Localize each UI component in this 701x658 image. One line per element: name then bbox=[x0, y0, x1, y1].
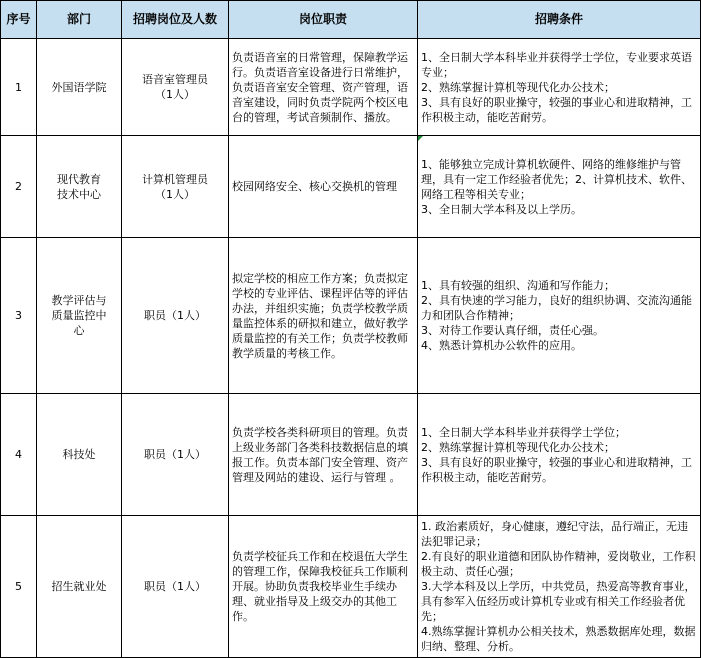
department-cell bbox=[37, 39, 122, 136]
duties-text: 负责学校各类科研项目的管理。负责上级业务部门各类科技数据信息的填报工作。负责本部门安全管理、资产管理及网站的建设、运行与管理 。 bbox=[232, 425, 408, 484]
position-title: 语音室管理员 bbox=[142, 73, 208, 86]
requirement-item: 4、熟悉计算机办公软件的应用。 bbox=[421, 339, 582, 352]
department-name: 科技处 bbox=[62, 448, 96, 461]
position-title: 计算机管理员 bbox=[142, 172, 208, 186]
requirements-list bbox=[421, 278, 697, 353]
header-row bbox=[1, 1, 701, 39]
row-index-cell bbox=[1, 39, 37, 136]
requirement-item: 3、全日制大学本科及以上学历。 bbox=[421, 202, 582, 216]
position-cell bbox=[122, 39, 229, 136]
requirements-cell bbox=[418, 136, 701, 238]
cell-comment-marker bbox=[418, 136, 423, 141]
department-name: 外国语学院 bbox=[51, 80, 107, 94]
table-row bbox=[1, 238, 701, 394]
requirement-item: 1、全日制大学本科毕业并获得学士学位，专业要求英语专业； bbox=[421, 50, 692, 79]
row-index: 3 bbox=[15, 309, 22, 322]
department-cell bbox=[37, 136, 122, 238]
department-name: 质量监控中 bbox=[51, 309, 107, 322]
requirement-item: 2、熟练掌握计算机等现代化办公技术； bbox=[421, 80, 615, 94]
requirement-item: 1、具有较强的组织、沟通和写作能力； bbox=[421, 279, 615, 292]
requirements-cell bbox=[418, 238, 701, 394]
duties-text: 负责学校征兵工作和在校退伍大学生的管理工作，保障我校征兵工作顺利开展。协助负责我校毕业生手续办理、就业指导及上级交办的其他工作。 bbox=[232, 550, 408, 623]
department-name: 技术中心 bbox=[57, 187, 101, 201]
position-cell bbox=[122, 238, 229, 394]
requirements-list bbox=[421, 425, 697, 485]
requirement-item: 1. 政治素质好，身心健康，遵纪守法，品行端正，无违法犯罪记录； bbox=[421, 520, 688, 548]
position-title: 职员（1人） bbox=[144, 448, 206, 461]
department-name: 心 bbox=[73, 324, 85, 337]
requirement-item: 2、熟练掌握计算机等现代化办公技术； bbox=[421, 440, 615, 454]
requirement-item: 1、能够独立完成计算机软硬件、网络的维修维护与管理，具有一定工作经验者优先；2、计算机技术、软件、网络工程等相关专业； bbox=[421, 157, 692, 201]
requirement-item: 3、具有良好的职业操守，较强的事业心和进取精神，工作积极主动，能吃苦耐劳。 bbox=[421, 95, 692, 124]
department-name: 教学评估与 bbox=[51, 294, 107, 307]
requirement-item: 4.熟练掌握计算机办公相关技术，熟悉数据库处理，数据归纳、整理、分析。 bbox=[421, 625, 696, 653]
row-index: 2 bbox=[15, 180, 22, 193]
department-cell bbox=[37, 394, 122, 516]
table-row bbox=[1, 516, 701, 658]
requirements-list bbox=[421, 519, 697, 654]
position-title: 职员（1人） bbox=[144, 580, 206, 593]
duties-cell bbox=[229, 516, 418, 658]
requirements-list bbox=[421, 157, 697, 217]
requirement-item: 1、全日制大学本科毕业并获得学士学位； bbox=[421, 425, 626, 439]
table-row bbox=[1, 394, 701, 516]
header-duties: 岗位职责 bbox=[229, 1, 418, 39]
requirements-cell bbox=[418, 394, 701, 516]
row-index-cell bbox=[1, 394, 37, 516]
header-requirements: 招聘条件 bbox=[418, 1, 701, 39]
row-index: 4 bbox=[15, 448, 22, 461]
requirement-item: 2、具有快速的学习能力，良好的组织协调、交流沟通能力和团队合作精神； bbox=[421, 294, 692, 322]
row-index-cell bbox=[1, 136, 37, 238]
requirement-item: 2.有良好的职业道德和团队协作精神，爱岗敬业，工作积极主动、责任心强； bbox=[421, 550, 696, 578]
duties-text: 校园网络安全、核心交换机的管理 bbox=[232, 180, 397, 193]
table-row bbox=[1, 39, 701, 136]
header-position: 招聘岗位及人数 bbox=[122, 1, 229, 39]
department-name: 招生就业处 bbox=[51, 580, 107, 593]
duties-cell bbox=[229, 39, 418, 136]
duties-cell bbox=[229, 394, 418, 516]
position-title: 职员（1人） bbox=[144, 309, 206, 322]
duties-text: 拟定学校的相应工作方案；负责拟定学校的专业评估、课程评估等的评估办法，并组织实施；负责学校教学质量监控体系的研拟和建立，做好教学质量监控的有关工作；负责学校教师教学质量的考核工作。 bbox=[232, 271, 408, 360]
requirements-cell bbox=[418, 516, 701, 658]
duties-text: 负责语音室的日常管理，保障教学运行。负责语音室设备进行日常维护，负责语音室安全管理、资产管理，语音室建设，同时负责学院两个校区电台的管理，考试音频制作、播放。 bbox=[232, 50, 408, 124]
department-cell bbox=[37, 238, 122, 394]
requirement-item: 3.大学本科及以上学历，中共党员，热爱高等教育事业，具有参军入伍经历或计算机专业或有相关工作经验者优先； bbox=[421, 580, 696, 623]
department-cell bbox=[37, 516, 122, 658]
header-department: 部门 bbox=[37, 1, 122, 39]
duties-cell bbox=[229, 136, 418, 238]
position-cell bbox=[122, 516, 229, 658]
requirements-cell bbox=[418, 39, 701, 136]
row-index: 1 bbox=[15, 80, 22, 94]
position-cell bbox=[122, 394, 229, 516]
requirements-list bbox=[421, 50, 697, 125]
table-row bbox=[1, 136, 701, 238]
row-index-cell bbox=[1, 516, 37, 658]
position-cell bbox=[122, 136, 229, 238]
position-title: （1人） bbox=[155, 187, 195, 201]
requirement-item: 3、对待工作要认真仔细，责任心强。 bbox=[421, 324, 604, 337]
requirement-item: 3、具有良好的职业操守，较强的事业心和进取精神，工作积极主动，能吃苦耐劳。 bbox=[421, 455, 692, 484]
header-index: 序号 bbox=[1, 1, 37, 39]
row-index-cell bbox=[1, 238, 37, 394]
department-name: 现代教育 bbox=[57, 172, 101, 186]
duties-cell bbox=[229, 238, 418, 394]
position-title: （1人） bbox=[155, 88, 195, 101]
row-index: 5 bbox=[15, 580, 22, 593]
